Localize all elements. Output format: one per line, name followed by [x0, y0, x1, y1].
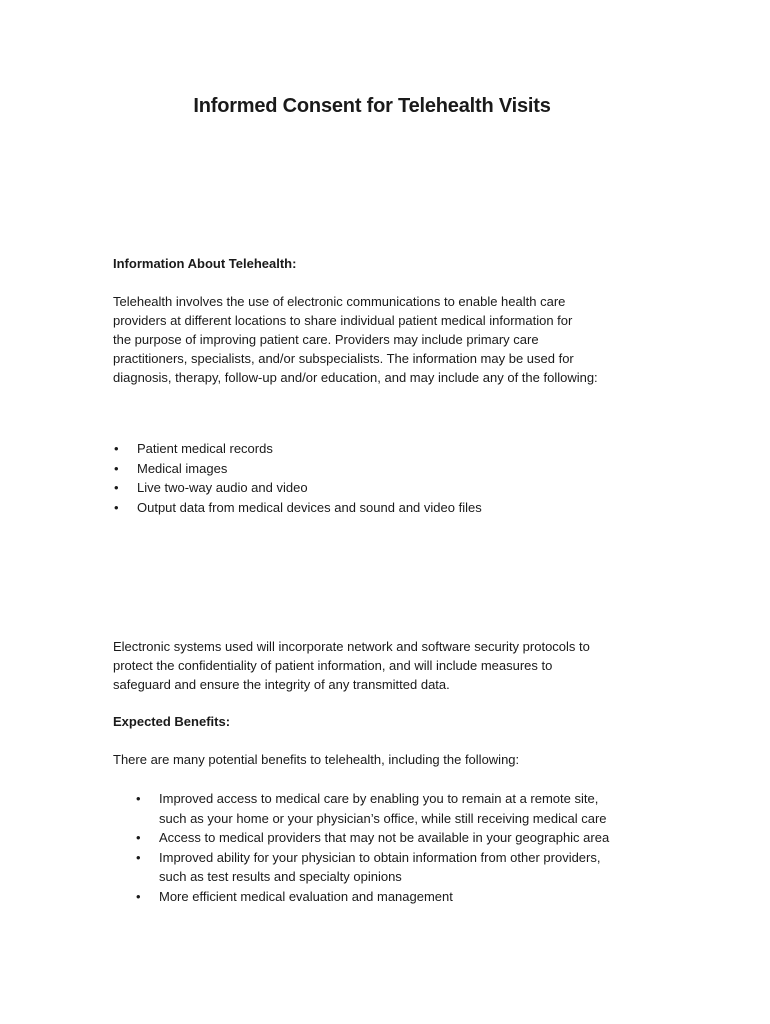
bullet-icon: • [136, 849, 141, 865]
benefits-intro-paragraph: There are many potential benefits to telehealth, including the following: [113, 752, 520, 767]
security-paragraph: Electronic systems used will incorporate network and software security protocols to protect the confidentiality of patient information, and will include measures to safeguard and ensure the integrity of any transmitted data. [113, 639, 590, 692]
bullet-icon: • [136, 888, 141, 904]
list-item-text: Output data from medical devices and sound and video files [137, 499, 482, 515]
list-item [114, 498, 482, 518]
bullet-icon: • [136, 830, 141, 845]
list-item [136, 848, 609, 887]
bullet-icon: • [114, 499, 119, 515]
list-item [114, 478, 482, 498]
benefits-list [136, 789, 610, 906]
section-heading-benefits: Expected Benefits: [113, 714, 231, 729]
list-item-text: Improved ability for your physician to obtain information from other providers, such as test results and specialty opinions [159, 849, 601, 884]
list-item-text: Improved access to medical care by enabling you to remain at a remote site, such as your home or your physician’s office, while still receiving medical care [159, 791, 607, 826]
bullet-icon: • [114, 460, 119, 476]
list-item [136, 828, 610, 848]
list-item [136, 789, 609, 828]
list-item [114, 459, 482, 479]
list-item-text: Live two-way audio and video [137, 480, 308, 495]
list-item-text: Access to medical providers that may not be available in your geographic area [159, 830, 610, 845]
list-item-text: Patient medical records [137, 441, 273, 456]
section-heading-information: Information About Telehealth: [113, 256, 297, 271]
page-title: Informed Consent for Telehealth Visits [193, 95, 551, 117]
bullet-icon: • [114, 441, 119, 456]
telehealth-info-list [114, 439, 482, 517]
list-item-text: Medical images [137, 460, 228, 476]
list-item [114, 439, 482, 459]
list-item-text: More efficient medical evaluation and management [159, 888, 453, 904]
list-item [136, 887, 609, 907]
bullet-icon: • [114, 480, 119, 495]
telehealth-description-paragraph: Telehealth involves the use of electronic communications to enable health care providers at different locations to share individual patient medical information for the purpose of improving patient care. Providers may include primary care practitioners, specialists, and/or subspecialists. The information may be used for diagnosis, therapy, follow-up and/or education, and may include any of the following: [113, 294, 598, 385]
bullet-icon: • [136, 791, 141, 806]
